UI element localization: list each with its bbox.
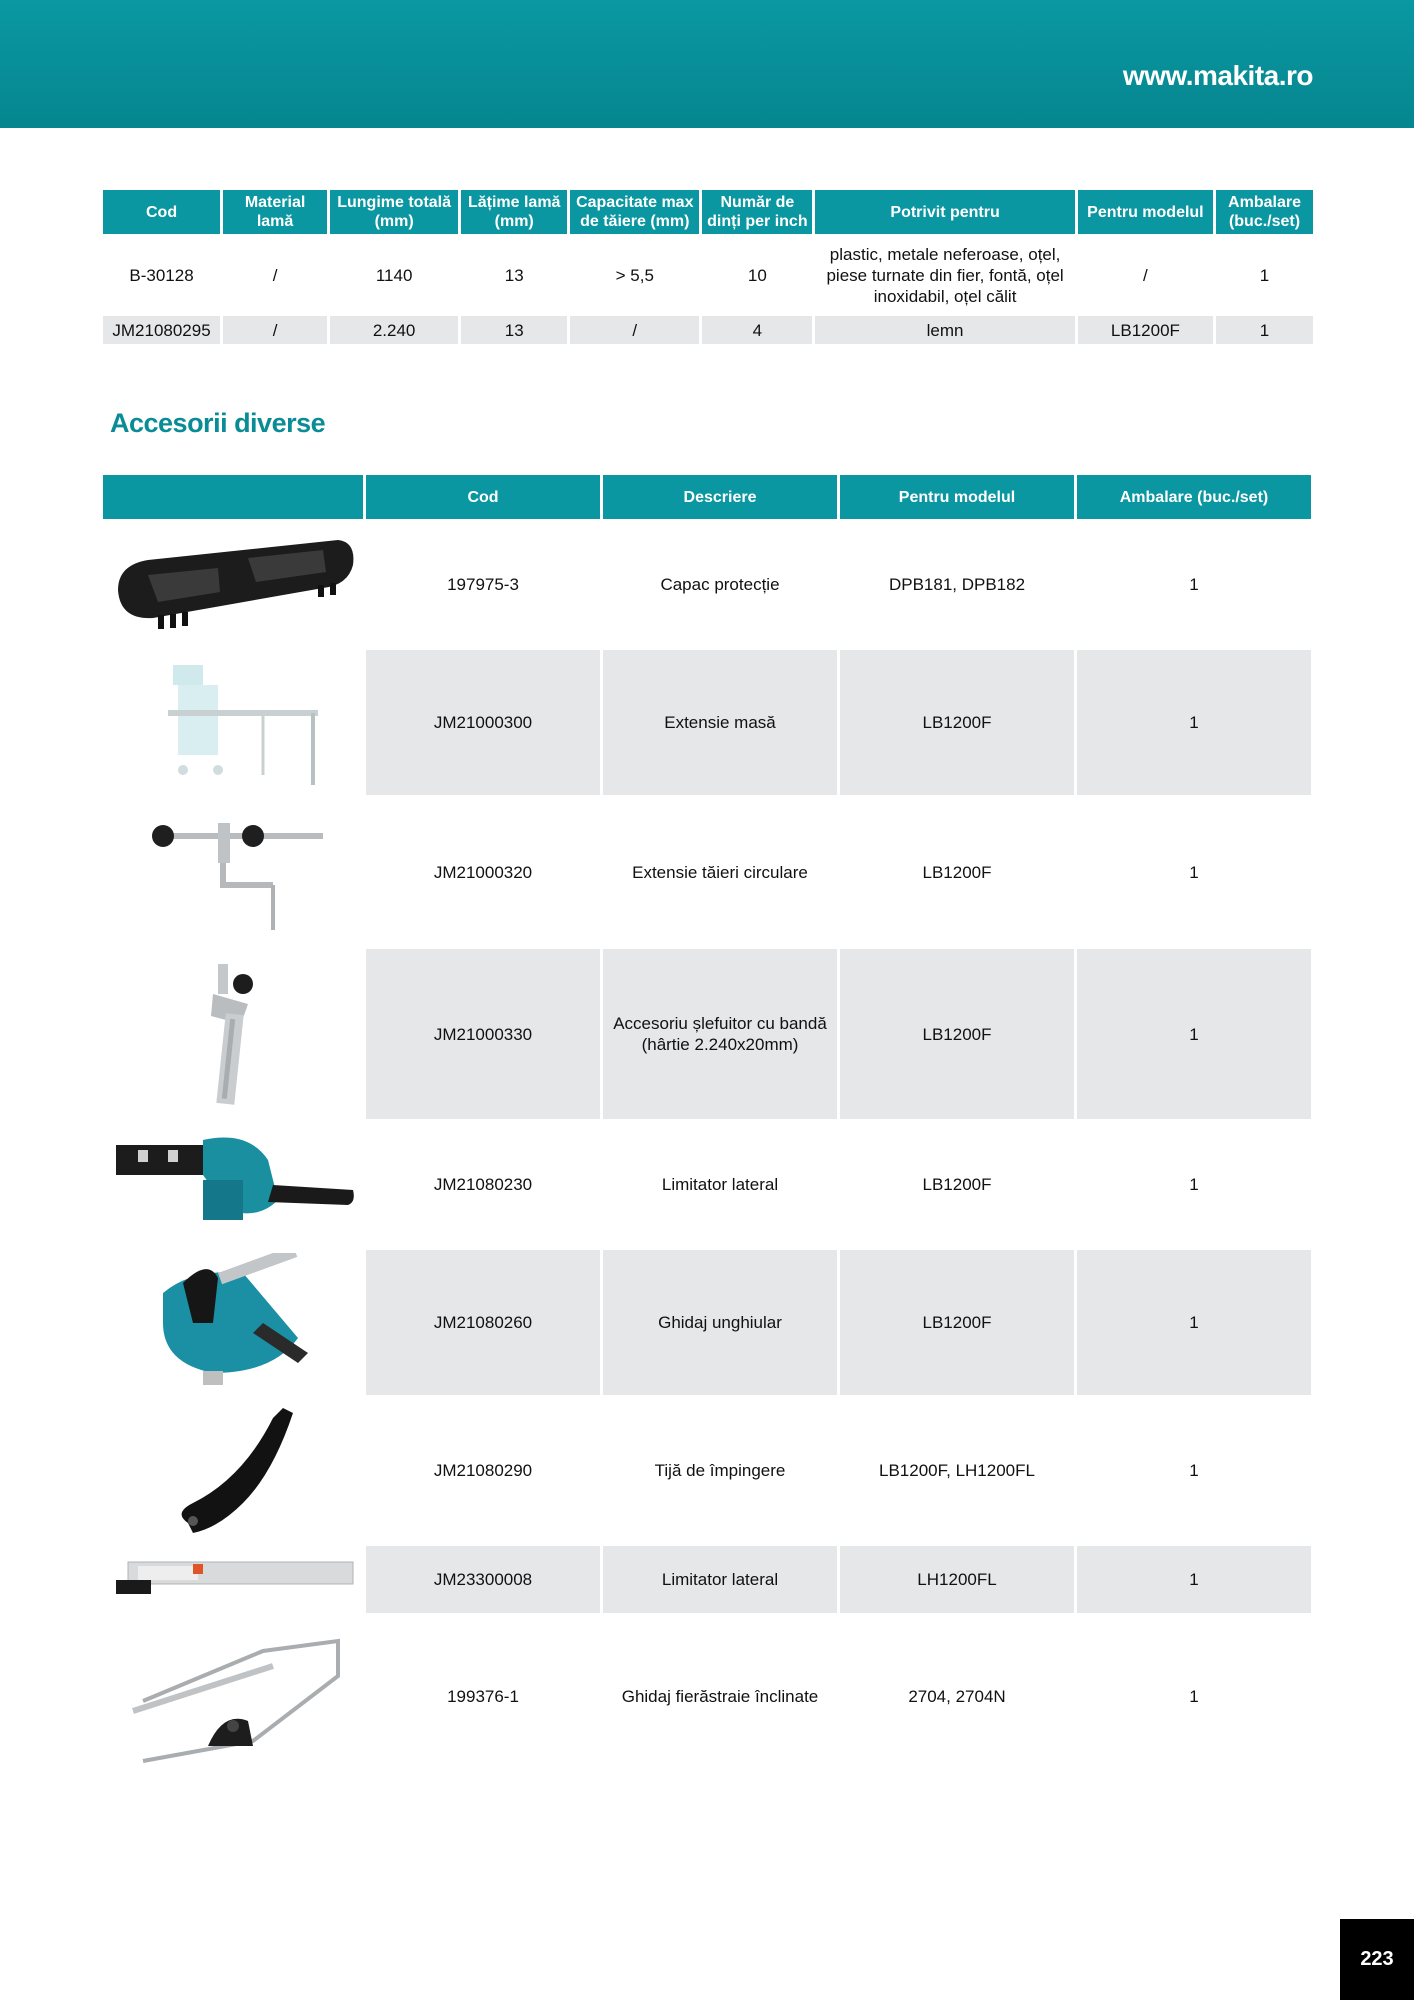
guard-cover-icon: [108, 530, 358, 640]
cell-packaging: 1: [1189, 862, 1199, 882]
cell-code: JM21000330: [366, 949, 600, 1119]
cell-code: 197975-3: [447, 575, 519, 594]
cell-code: JM21080295: [103, 316, 220, 344]
col-header-width: Lățime lamă (mm): [461, 190, 567, 234]
page-number: 223: [1340, 1919, 1414, 2000]
product-image: [103, 1250, 363, 1395]
product-image: [103, 522, 363, 647]
col-header-suitable: Potrivit pentru: [815, 190, 1074, 234]
accessories-table: [100, 472, 1314, 1779]
col-header-description: Descriere: [603, 475, 837, 519]
cell-suitable: lemn: [815, 316, 1074, 344]
cell-description: Capac protecție: [660, 575, 780, 594]
col-header-material: Material lamă: [223, 190, 327, 234]
table-row: [103, 650, 1311, 795]
col-header-packaging: Ambalare (buc./set): [1216, 190, 1313, 234]
cell-length: 2.240: [330, 316, 458, 344]
sanding-attachment-icon: [133, 954, 333, 1114]
cell-packaging: 1: [1077, 1250, 1311, 1395]
cell-material: /: [223, 237, 327, 313]
cell-model: /: [1078, 237, 1213, 313]
cell-code: JM21080260: [366, 1250, 600, 1395]
col-header-capacity: Capacitate max de tăiere (mm): [570, 190, 699, 234]
cell-suitable: plastic, metale neferoase, oțel, piese turnate din fier, fontă, oțel inoxidabil, oțel călit: [815, 237, 1074, 313]
cell-model: LB1200F: [1078, 316, 1213, 344]
product-image: [103, 949, 363, 1119]
cell-packaging: 1: [1077, 1546, 1311, 1613]
cell-teeth: 4: [702, 316, 812, 344]
cell-width: 13: [461, 316, 567, 344]
angle-guide-icon: [113, 1621, 353, 1771]
section-title: Accesorii diverse: [110, 408, 326, 438]
cell-code: JM21080230: [433, 1175, 533, 1194]
cell-model: LB1200F: [922, 862, 992, 882]
cell-model: LB1200F: [840, 650, 1074, 795]
col-header-packaging: Ambalare (buc./set): [1077, 475, 1311, 519]
cell-code: JM21080290: [433, 1461, 533, 1480]
cell-model: DPB181, DPB182: [888, 575, 1026, 594]
cell-code: JM21000320: [433, 862, 533, 882]
product-image: [103, 798, 363, 946]
cell-description: Tijă de împingere: [654, 1461, 786, 1480]
cell-packaging: 1: [1216, 316, 1313, 344]
circle-cutting-icon: [123, 805, 343, 940]
product-image: [103, 1616, 363, 1776]
col-header-cod: Cod: [366, 475, 600, 519]
table-row: [103, 1122, 1311, 1247]
cell-code: JM21000300: [366, 650, 600, 795]
cell-model: LB1200F, LH1200FL: [879, 1461, 1035, 1480]
cell-width: 13: [461, 237, 567, 313]
cell-packaging: 1: [1189, 1461, 1199, 1480]
col-header-image: [103, 475, 363, 519]
cell-description: Limitator lateral: [661, 1175, 779, 1194]
col-header-teeth: Număr de dinți per inch: [702, 190, 812, 234]
cell-length: 1140: [330, 237, 458, 313]
col-header-model: Pentru modelul: [1078, 190, 1213, 234]
cell-packaging: 1: [1189, 1175, 1199, 1194]
cell-capacity: /: [570, 316, 699, 344]
cell-description: Accesoriu șlefuitor cu bandă (hârtie 2.240x20mm): [603, 949, 837, 1119]
col-header-model: Pentru modelul: [840, 475, 1074, 519]
site-url[interactable]: www.makita.ro: [1122, 60, 1313, 91]
table-row: [103, 798, 1311, 946]
cell-packaging: 1: [1077, 949, 1311, 1119]
table-row: [103, 1546, 1311, 1613]
rip-fence-icon: [108, 1130, 358, 1240]
table-row: [103, 949, 1311, 1119]
table-extension-icon: [133, 655, 333, 790]
cell-model: LB1200F: [922, 1175, 992, 1194]
product-image: [103, 650, 363, 795]
table-row: [103, 1250, 1311, 1395]
cell-description: Limitator lateral: [603, 1546, 837, 1613]
cell-material: /: [223, 316, 327, 344]
table-row: [103, 1398, 1311, 1543]
side-fence-icon: [108, 1550, 358, 1610]
table-row: [103, 316, 1313, 344]
product-image: [103, 1398, 363, 1543]
blades-table: [100, 187, 1316, 347]
cell-model: LB1200F: [840, 949, 1074, 1119]
cell-description: Ghidaj unghiular: [603, 1250, 837, 1395]
cell-model: 2704, 2704N: [908, 1686, 1006, 1706]
cell-description: Extensie tăieri circulare: [632, 862, 808, 882]
table-row: [103, 1616, 1311, 1776]
table-row: [103, 522, 1311, 647]
table-row: [103, 237, 1313, 313]
header-bar: [0, 0, 1414, 128]
miter-gauge-icon: [123, 1253, 343, 1393]
cell-code: 199376-1: [447, 1686, 519, 1706]
col-header-length: Lungime totală (mm): [330, 190, 458, 234]
cell-teeth: 10: [702, 237, 812, 313]
cell-capacity: > 5,5: [570, 237, 699, 313]
cell-packaging: 1: [1216, 237, 1313, 313]
cell-description: Ghidaj fierăstraie înclinate: [621, 1686, 819, 1706]
cell-description: Extensie masă: [603, 650, 837, 795]
product-image: [103, 1122, 363, 1247]
push-stick-icon: [133, 1403, 333, 1538]
product-image: [103, 1546, 363, 1613]
cell-packaging: 1: [1077, 650, 1311, 795]
col-header-cod: Cod: [103, 190, 220, 234]
cell-packaging: 1: [1189, 575, 1199, 594]
cell-model: LH1200FL: [840, 1546, 1074, 1613]
cell-code: B-30128: [103, 237, 220, 313]
cell-code: JM23300008: [366, 1546, 600, 1613]
cell-model: LB1200F: [840, 1250, 1074, 1395]
cell-packaging: 1: [1189, 1686, 1199, 1706]
